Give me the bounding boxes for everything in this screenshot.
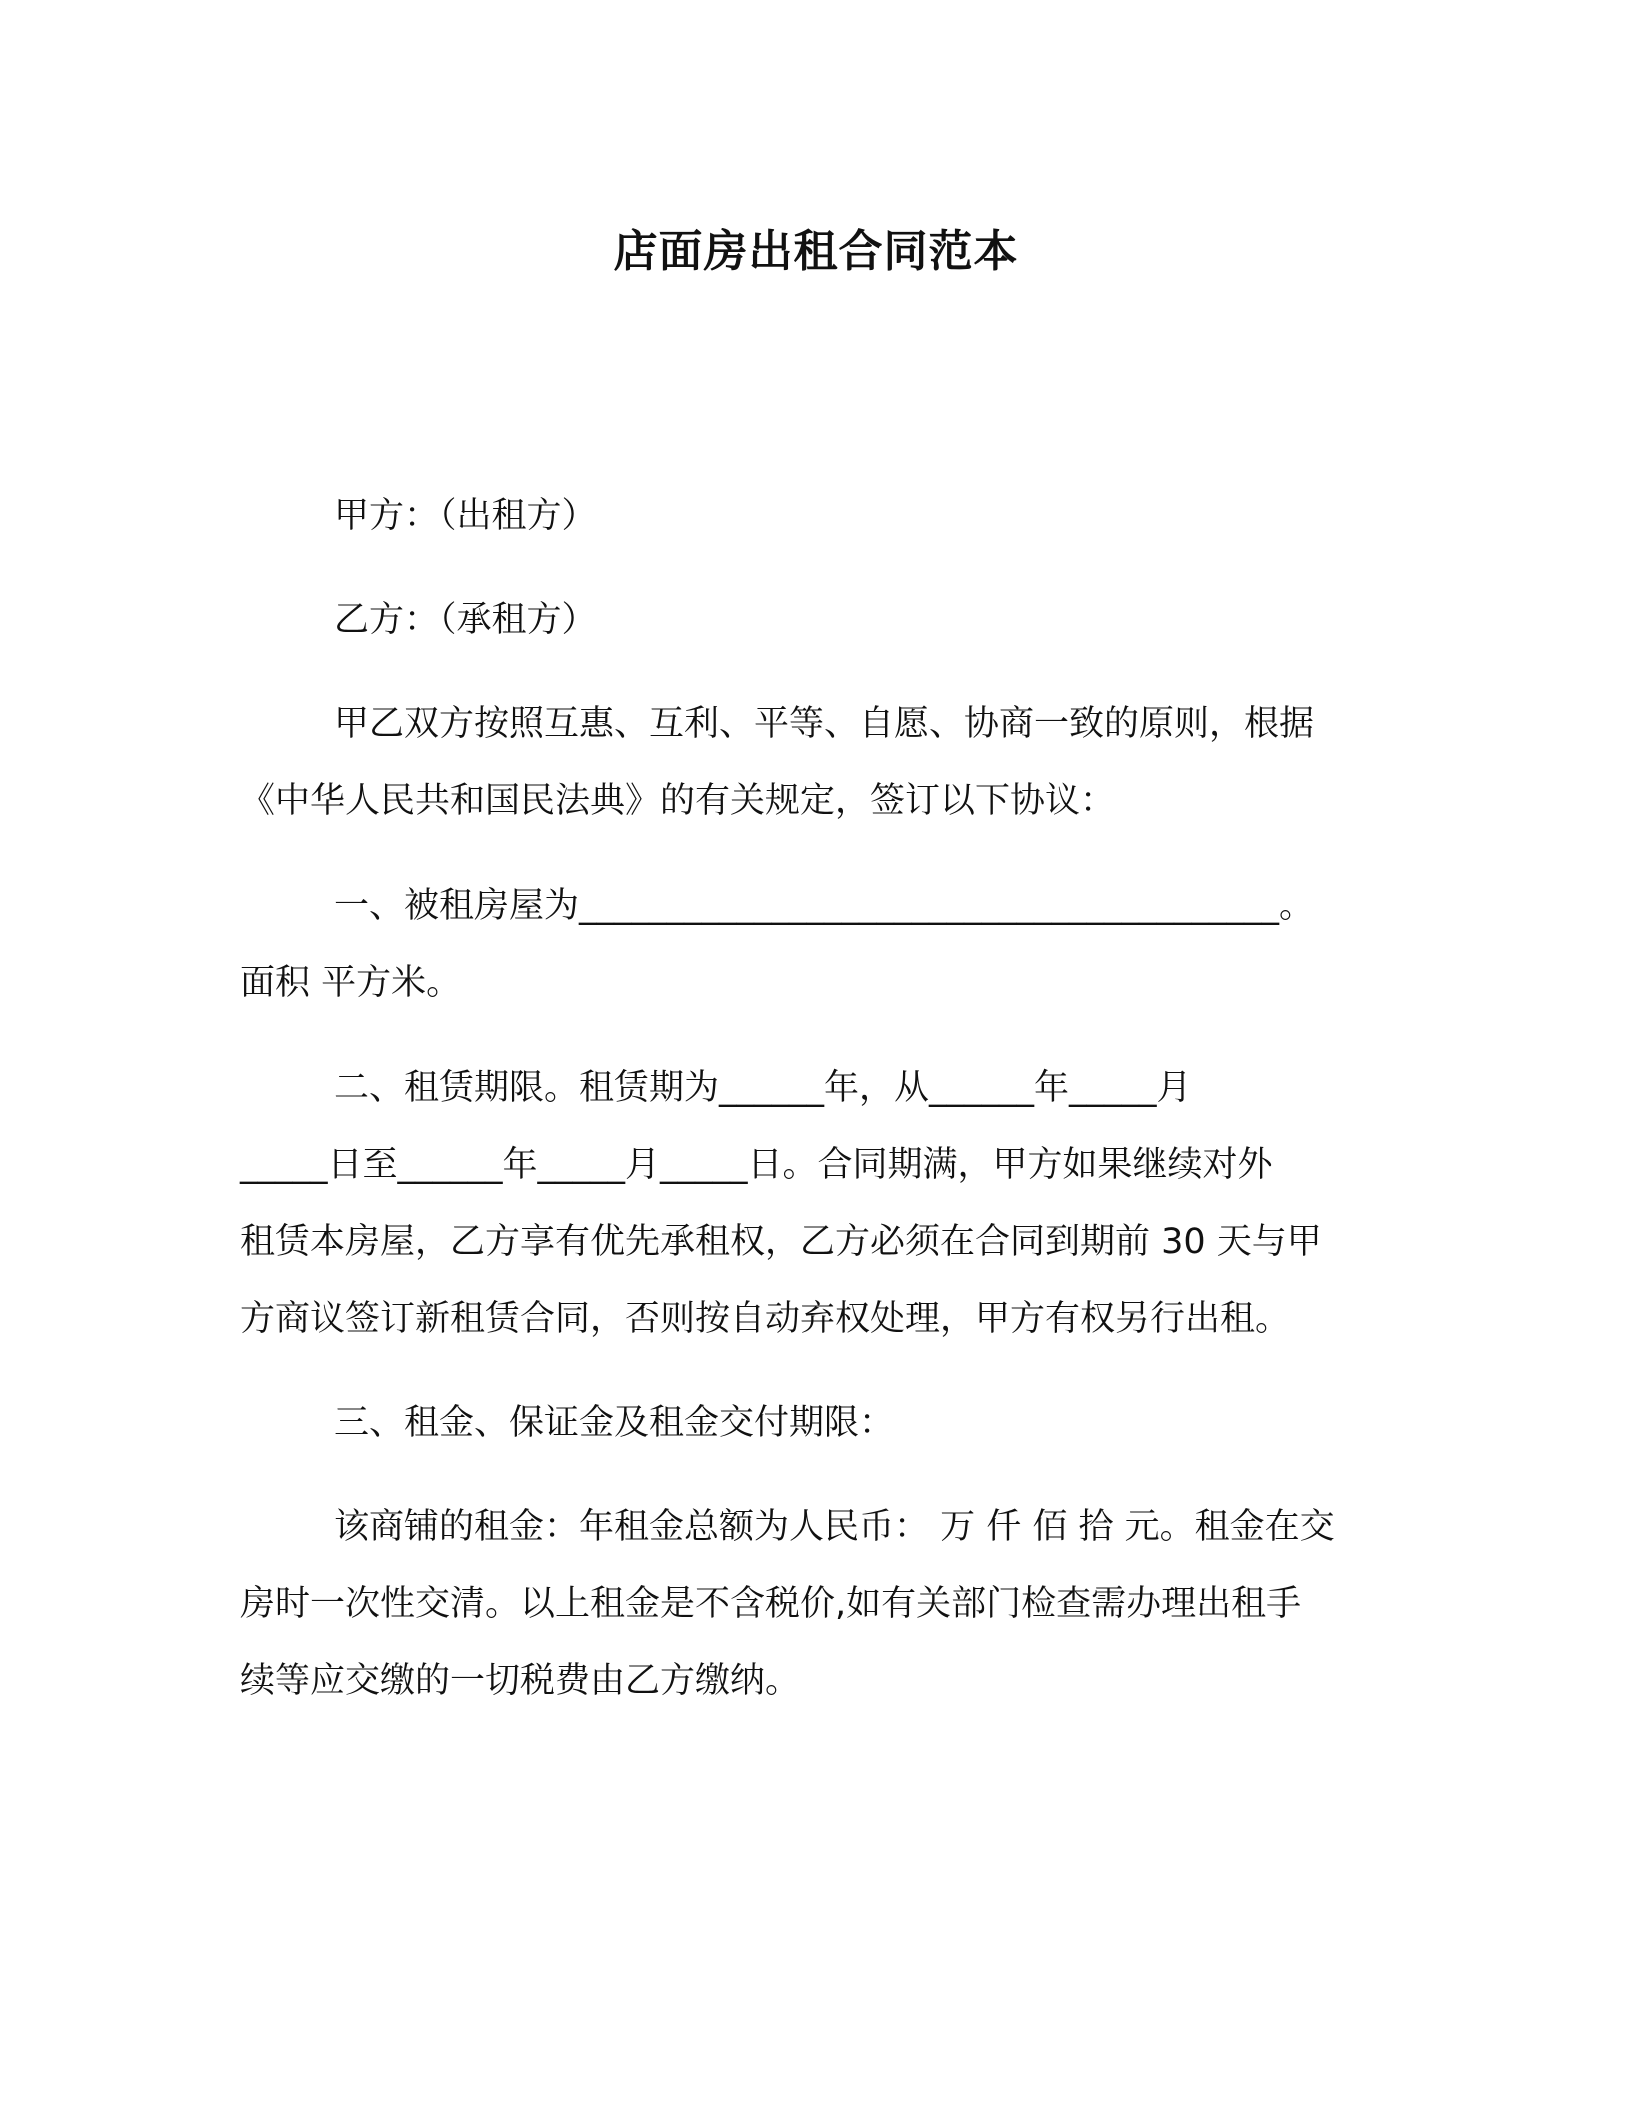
preamble-line-1: 甲乙双方按照互惠、互利、平等、自愿、协商一致的原则，根据 <box>334 704 1315 744</box>
clause-3-line-1: 该商铺的租金：年租金总额为人民币： 万 仟 佰 拾 元。租金在交 <box>334 1507 1335 1547</box>
clause-2-line-4: 方商议签订新租赁合同，否则按自动弃权处理，甲方有权另行出租。 <box>240 1299 1291 1339</box>
clause-2-line-2: _____日至______年_____月_____日。合同期满，甲方如果继续对外 <box>240 1145 1273 1185</box>
clause-3-line-2: 房时一次性交清。以上租金是不含税价,如有关部门检查需办理出租手 <box>240 1584 1302 1624</box>
clause-3-heading-text: 三、租金、保证金及租金交付期限： <box>334 1403 895 1443</box>
party-b-line <box>240 582 1392 659</box>
clause-3-line-3: 续等应交缴的一切税费由乙方缴纳。 <box>240 1661 801 1701</box>
party-a-text: 甲方：（出租方） <box>334 496 597 536</box>
preamble-line-2: 《中华人民共和国民法典》的有关规定，签订以下协议： <box>240 781 1116 821</box>
clause-2-line-1: 二、租赁期限。租赁期为______年，从______年_____月 <box>334 1068 1192 1108</box>
clause-3-heading <box>240 1385 1392 1462</box>
clause-2-paragraph <box>240 1050 1392 1358</box>
clause-1-line-1: 一、被租房屋为________________________________________。 <box>334 886 1315 926</box>
document-title: 店面房出租合同范本 <box>613 226 1019 277</box>
clause-1-paragraph <box>240 868 1392 1022</box>
clause-1-line-2: 面积 平方米。 <box>240 963 462 1003</box>
clause-3-paragraph <box>240 1489 1392 1720</box>
clause-2-line-3: 租赁本房屋，乙方享有优先承租权，乙方必须在合同到期前 30 天与甲 <box>240 1222 1322 1262</box>
party-a-line <box>240 478 1392 555</box>
party-b-text: 乙方：（承租方） <box>334 600 597 640</box>
preamble-paragraph <box>240 686 1392 840</box>
